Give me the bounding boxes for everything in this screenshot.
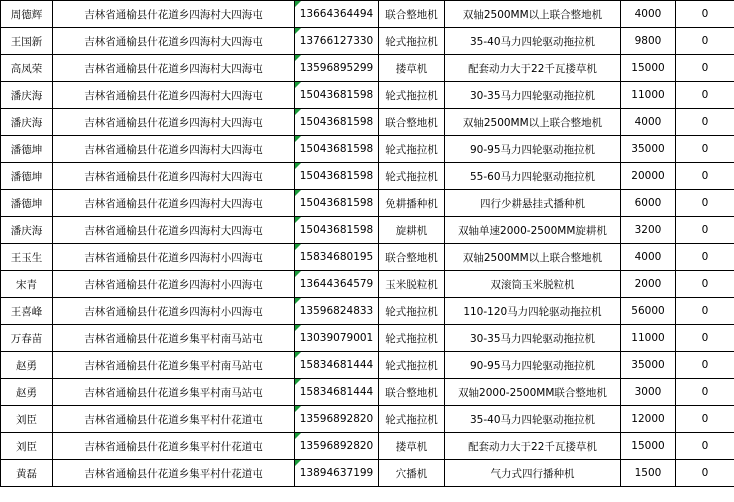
machine-type-cell: 免耕播种机 [379, 190, 445, 217]
machine-spec-cell: 35-40马力四轮驱动拖拉机 [445, 406, 621, 433]
table-row [1, 325, 734, 352]
phone-cell: 15043681598 [295, 136, 379, 163]
table-row [1, 82, 734, 109]
machine-spec-cell: 配套动力大于22千瓦搂草机 [445, 55, 621, 82]
amount-cell: 11000 [621, 325, 676, 352]
name-cell: 万春苗 [1, 325, 53, 352]
machine-type-cell: 旋耕机 [379, 217, 445, 244]
name-cell: 周德辉 [1, 1, 53, 28]
table-row [1, 190, 734, 217]
name-cell: 潘德坤 [1, 190, 53, 217]
phone-cell: 15043681598 [295, 82, 379, 109]
table-row [1, 28, 734, 55]
amount-cell: 56000 [621, 298, 676, 325]
machine-type-cell: 穴播机 [379, 460, 445, 487]
name-cell: 潘德坤 [1, 163, 53, 190]
address-cell: 吉林省通榆县什花道乡四海村大四海屯 [53, 109, 295, 136]
phone-cell: 15834681444 [295, 379, 379, 406]
address-cell: 吉林省通榆县什花道乡四海村大四海屯 [53, 217, 295, 244]
machine-type-cell: 轮式拖拉机 [379, 82, 445, 109]
name-cell: 高凤荣 [1, 55, 53, 82]
extra-cell: 0 [676, 325, 734, 352]
machine-type-cell: 搂草机 [379, 433, 445, 460]
extra-cell: 0 [676, 82, 734, 109]
machine-type-cell: 玉米脱粒机 [379, 271, 445, 298]
machine-spec-cell: 30-35马力四轮驱动拖拉机 [445, 82, 621, 109]
amount-cell: 6000 [621, 190, 676, 217]
extra-cell: 0 [676, 190, 734, 217]
machine-spec-cell: 90-95马力四轮驱动拖拉机 [445, 136, 621, 163]
machine-type-cell: 联合整地机 [379, 379, 445, 406]
phone-cell: 13894637199 [295, 460, 379, 487]
phone-cell: 13596824833 [295, 298, 379, 325]
machine-spec-cell: 110-120马力四轮驱动拖拉机 [445, 298, 621, 325]
address-cell: 吉林省通榆县什花道乡集平村南马站屯 [53, 352, 295, 379]
extra-cell: 0 [676, 352, 734, 379]
extra-cell: 0 [676, 433, 734, 460]
amount-cell: 11000 [621, 82, 676, 109]
address-cell: 吉林省通榆县什花道乡集平村什花道屯 [53, 433, 295, 460]
table-row [1, 298, 734, 325]
table-row [1, 55, 734, 82]
machine-spec-cell: 四行少耕悬挂式播种机 [445, 190, 621, 217]
table-row [1, 136, 734, 163]
address-cell: 吉林省通榆县什花道乡四海村大四海屯 [53, 190, 295, 217]
extra-cell: 0 [676, 136, 734, 163]
table-row [1, 379, 734, 406]
name-cell: 刘臣 [1, 433, 53, 460]
machine-spec-cell: 双滚筒玉米脱粒机 [445, 271, 621, 298]
table-row [1, 217, 734, 244]
machine-type-cell: 联合整地机 [379, 1, 445, 28]
machine-spec-cell: 气力式四行播种机 [445, 460, 621, 487]
name-cell: 刘臣 [1, 406, 53, 433]
extra-cell: 0 [676, 1, 734, 28]
name-cell: 王玉生 [1, 244, 53, 271]
amount-cell: 3200 [621, 217, 676, 244]
machine-type-cell: 轮式拖拉机 [379, 298, 445, 325]
name-cell: 赵勇 [1, 352, 53, 379]
phone-cell: 15043681598 [295, 109, 379, 136]
phone-cell: 13644364579 [295, 271, 379, 298]
machine-type-cell: 联合整地机 [379, 244, 445, 271]
machine-spec-cell: 30-35马力四轮驱动拖拉机 [445, 325, 621, 352]
phone-cell: 15043681598 [295, 163, 379, 190]
name-cell: 潘德坤 [1, 136, 53, 163]
amount-cell: 15000 [621, 433, 676, 460]
table-body [1, 1, 734, 487]
extra-cell: 0 [676, 298, 734, 325]
amount-cell: 4000 [621, 244, 676, 271]
amount-cell: 4000 [621, 109, 676, 136]
machine-type-cell: 轮式拖拉机 [379, 28, 445, 55]
name-cell: 王国新 [1, 28, 53, 55]
address-cell: 吉林省通榆县什花道乡四海村大四海屯 [53, 136, 295, 163]
table-row [1, 109, 734, 136]
table-row [1, 1, 734, 28]
extra-cell: 0 [676, 271, 734, 298]
table-row [1, 163, 734, 190]
machine-type-cell: 轮式拖拉机 [379, 352, 445, 379]
name-cell: 赵勇 [1, 379, 53, 406]
phone-cell: 13664364494 [295, 1, 379, 28]
extra-cell: 0 [676, 379, 734, 406]
machine-type-cell: 轮式拖拉机 [379, 163, 445, 190]
extra-cell: 0 [676, 55, 734, 82]
amount-cell: 12000 [621, 406, 676, 433]
table-row [1, 433, 734, 460]
name-cell: 潘庆海 [1, 109, 53, 136]
extra-cell: 0 [676, 406, 734, 433]
machine-spec-cell: 55-60马力四轮驱动拖拉机 [445, 163, 621, 190]
machine-spec-cell: 双轴2500MM以上联合整地机 [445, 1, 621, 28]
amount-cell: 3000 [621, 379, 676, 406]
extra-cell: 0 [676, 109, 734, 136]
machine-spec-cell: 双轴单速2000-2500MM旋耕机 [445, 217, 621, 244]
address-cell: 吉林省通榆县什花道乡四海村小四海屯 [53, 271, 295, 298]
address-cell: 吉林省通榆县什花道乡四海村大四海屯 [53, 28, 295, 55]
address-cell: 吉林省通榆县什花道乡四海村大四海屯 [53, 163, 295, 190]
machine-spec-cell: 90-95马力四轮驱动拖拉机 [445, 352, 621, 379]
machine-spec-cell: 双轴2500MM以上联合整地机 [445, 109, 621, 136]
machine-type-cell: 轮式拖拉机 [379, 406, 445, 433]
amount-cell: 15000 [621, 55, 676, 82]
address-cell: 吉林省通榆县什花道乡集平村什花道屯 [53, 460, 295, 487]
amount-cell: 35000 [621, 136, 676, 163]
phone-cell: 15834681444 [295, 352, 379, 379]
machine-type-cell: 搂草机 [379, 55, 445, 82]
phone-cell: 13596892820 [295, 406, 379, 433]
machine-type-cell: 轮式拖拉机 [379, 136, 445, 163]
phone-cell: 15043681598 [295, 190, 379, 217]
machine-type-cell: 轮式拖拉机 [379, 325, 445, 352]
amount-cell: 9800 [621, 28, 676, 55]
name-cell: 宋青 [1, 271, 53, 298]
name-cell: 潘庆海 [1, 217, 53, 244]
amount-cell: 1500 [621, 460, 676, 487]
address-cell: 吉林省通榆县什花道乡四海村大四海屯 [53, 82, 295, 109]
address-cell: 吉林省通榆县什花道乡四海村小四海屯 [53, 298, 295, 325]
phone-cell: 13596895299 [295, 55, 379, 82]
phone-cell: 13766127330 [295, 28, 379, 55]
address-cell: 吉林省通榆县什花道乡四海村大四海屯 [53, 1, 295, 28]
machine-spec-cell: 双轴2000-2500MM联合整地机 [445, 379, 621, 406]
table-row [1, 244, 734, 271]
extra-cell: 0 [676, 244, 734, 271]
name-cell: 王喜峰 [1, 298, 53, 325]
phone-cell: 15834680195 [295, 244, 379, 271]
amount-cell: 20000 [621, 163, 676, 190]
address-cell: 吉林省通榆县什花道乡四海村小四海屯 [53, 244, 295, 271]
name-cell: 黄磊 [1, 460, 53, 487]
phone-cell: 15043681598 [295, 217, 379, 244]
address-cell: 吉林省通榆县什花道乡集平村什花道屯 [53, 406, 295, 433]
phone-cell: 13039079001 [295, 325, 379, 352]
extra-cell: 0 [676, 217, 734, 244]
machine-spec-cell: 配套动力大于22千瓦搂草机 [445, 433, 621, 460]
machine-spec-cell: 双轴2500MM以上联合整地机 [445, 244, 621, 271]
table-row [1, 406, 734, 433]
address-cell: 吉林省通榆县什花道乡集平村南马站屯 [53, 379, 295, 406]
table-row [1, 460, 734, 487]
address-cell: 吉林省通榆县什花道乡集平村南马站屯 [53, 325, 295, 352]
amount-cell: 35000 [621, 352, 676, 379]
machine-spec-cell: 35-40马力四轮驱动拖拉机 [445, 28, 621, 55]
extra-cell: 0 [676, 28, 734, 55]
extra-cell: 0 [676, 163, 734, 190]
table-row [1, 271, 734, 298]
address-cell: 吉林省通榆县什花道乡四海村大四海屯 [53, 55, 295, 82]
phone-cell: 13596892820 [295, 433, 379, 460]
table-row [1, 352, 734, 379]
extra-cell: 0 [676, 460, 734, 487]
amount-cell: 2000 [621, 271, 676, 298]
machine-type-cell: 联合整地机 [379, 109, 445, 136]
name-cell: 潘庆海 [1, 82, 53, 109]
amount-cell: 4000 [621, 1, 676, 28]
